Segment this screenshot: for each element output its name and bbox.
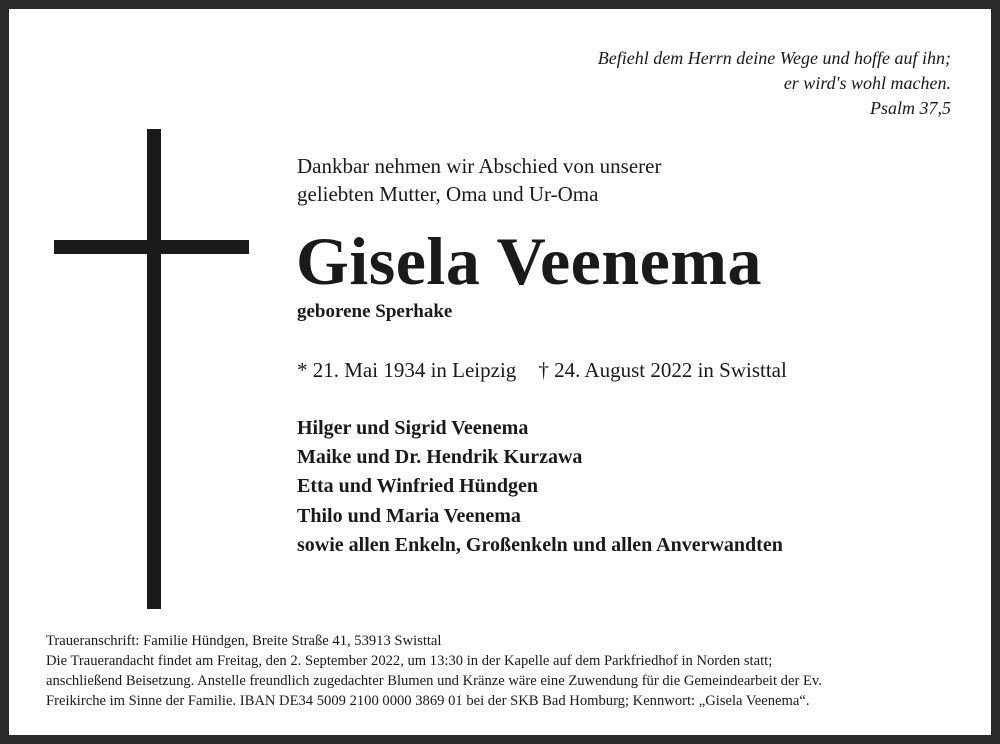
cross-vertical-bar [147, 129, 161, 609]
psalm-line-2: er wird's wohl machen. [783, 73, 951, 93]
mourner-line: Maike und Dr. Hendrik Kurzawa [297, 446, 583, 469]
intro-line-1: Dankbar nehmen wir Abschied von unserer [297, 154, 662, 178]
service-info-line-1: Die Trauerandacht findet am Freitag, den 2. September 2022, um 13:30 in der Kapelle auf dem Parkfriedhof in Norden statt; [46, 653, 773, 669]
footer-info [46, 631, 976, 711]
psalm-reference: Psalm 37,5 [870, 98, 951, 118]
psalm-line-1: Befiehl dem Herrn deine Wege und hoffe auf ihn; [597, 48, 951, 68]
death-date: † 24. August 2022 in Swisttal [538, 358, 787, 382]
mourner-line: Thilo und Maria Veenema [297, 504, 521, 527]
donation-info: Freikirche im Sinne der Familie. IBAN DE34 5009 2100 0000 3869 01 bei der SKB Bad Homburg; Kennwort: „Gisela Veenema“. [46, 693, 810, 709]
mourner-line: Etta und Winfried Hündgen [297, 475, 539, 498]
intro-text [297, 152, 661, 208]
mourner-line: Hilger und Sigrid Veenema [297, 417, 529, 439]
psalm-quote [598, 46, 951, 121]
cross-horizontal-bar [54, 240, 249, 254]
intro-line-2: geliebten Mutter, Oma und Ur-Oma [297, 182, 599, 206]
deceased-name: Gisela Veenema [296, 223, 762, 299]
life-dates [297, 356, 787, 384]
mourning-address: Traueranschrift: Familie Hündgen, Breite Straße 41, 53913 Swisttal [46, 633, 442, 649]
maiden-name: geborene Sperhake [297, 301, 453, 322]
mourner-line: sowie allen Enkeln, Großenkeln und allen Anverwandten [297, 533, 783, 556]
mourners-list [297, 414, 783, 560]
service-info-line-2: anschließend Beisetzung. Anstelle freundlich zugedachter Blumen und Kränze wäre eine Zuwendung für die Gemeindearbeit der Ev. [46, 673, 822, 689]
birth-date: * 21. Mai 1934 in Leipzig [297, 358, 517, 382]
